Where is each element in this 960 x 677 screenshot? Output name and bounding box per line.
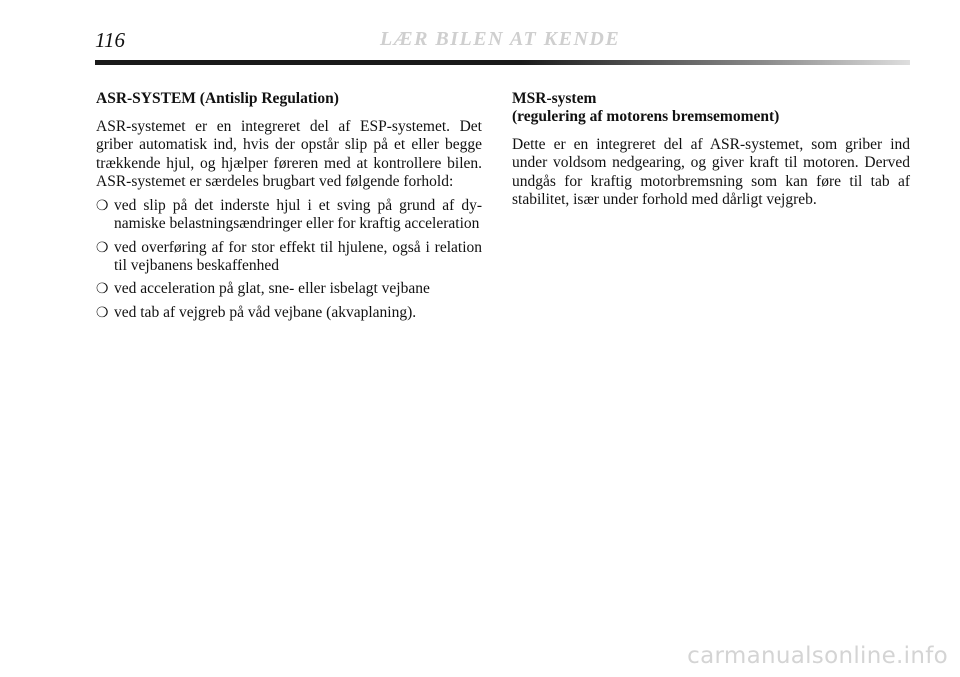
bullet-icon: ❍ [96, 281, 109, 298]
bullet-icon: ❍ [96, 304, 109, 321]
header-rule [95, 60, 910, 65]
list-item [96, 239, 482, 276]
watermark: carmanualsonline.info [687, 643, 948, 669]
list-item [96, 197, 482, 234]
asr-intro: ASR-systemet er en integreret del af ESP-systemet. Det griber automatisk ind, hvis der opstår slip på et eller begge trækkende hjul, og hjælper føreren med at kontrollere bilen. ASR-systemet er særdeles brugbart ved følgende forhold: [96, 118, 482, 190]
bullet-icon: ❍ [96, 198, 109, 215]
list-item [96, 280, 482, 298]
running-title: LÆR BILEN AT KENDE [380, 28, 621, 50]
page-header [0, 0, 960, 70]
list-item [96, 304, 482, 322]
page-number: 116 [95, 28, 125, 52]
msr-heading-line2: (regulering af motorens bremsemoment) [512, 108, 780, 125]
msr-body: Dette er en integreret del af ASR-systemet, som griber ind under voldsom nedgearing, og giver kraft til motoren. Derved undgås for kraftig motorbremsning som kan føre til tab af stabilitet, især under forhold med dårligt vejgreb. [512, 136, 910, 208]
list-item-text: ved tab af vejgreb på våd vejbane (akvaplaning). [114, 303, 417, 321]
list-item-text: ved acceleration på glat, sne- eller isbelagt vejbane [114, 280, 430, 298]
msr-heading [512, 90, 910, 126]
list-item-text: ved slip på det inderste hjul i et sving på grund af dynamiske belastningsændringer eller for kraftig acceleration [114, 197, 482, 233]
msr-heading-line1: MSR-system [512, 90, 597, 107]
right-column [512, 90, 910, 209]
list-item-text: ved overføring af for stor effekt til hjulene, også i relation til vejbanens beskaffenhed [114, 238, 482, 275]
asr-bullet-list [96, 197, 482, 322]
left-column [96, 90, 482, 327]
bullet-icon: ❍ [96, 239, 109, 256]
asr-heading: ASR-SYSTEM (Antislip Regulation) [96, 90, 339, 107]
